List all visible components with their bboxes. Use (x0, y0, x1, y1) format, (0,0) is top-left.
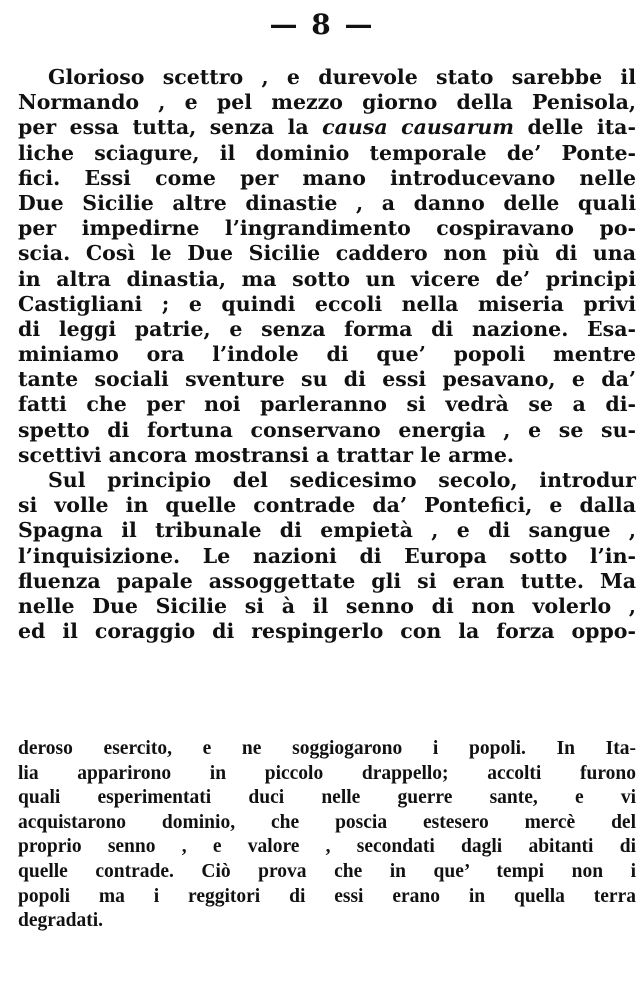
footnote-line: proprio senno , e valore , secondati dagli abitanti di (18, 836, 636, 858)
text-line: spetto di fortuna conservano energia , e se su- (18, 417, 636, 442)
text-line: Spagna il tribunale di empietà , e di sangue , (18, 518, 636, 543)
text-line-end: delle ita- (514, 115, 636, 140)
text-line-start: per essa tutta, senza la (18, 115, 309, 140)
text-line: l’inquisizione. Le nazioni di Europa sotto l’in- (18, 543, 636, 568)
text-line: ed il coraggio di respingerlo con la forza oppo- (18, 619, 636, 644)
text-line: miniamo ora l’indole di que’ popoli mentre (18, 342, 636, 367)
italic-phrase: causa causarum (322, 115, 514, 140)
text-line: di leggi patrie, e senza forma di nazione. Esa- (18, 316, 636, 341)
text-line: Castigliani ; e quindi eccoli nella miseria privi (18, 291, 636, 316)
footnote-line: lia apparirono in piccolo drappello; accolti furono (18, 762, 636, 784)
footnote-line: degradati. (18, 910, 104, 932)
footnote-line: quelle contrade. Ciò prova che in que’ tempi non i (18, 860, 636, 882)
text-line: scia. Così le Due Sicilie caddero non più di una (18, 241, 636, 266)
text-line-with-italic (18, 115, 636, 140)
text-line: in altra dinastia, ma sotto un vicere de’ principi (18, 266, 636, 291)
footnote-line: acquistarono dominio, che poscia estesero mercè del (18, 811, 636, 833)
footnote-line: deroso esercito, e ne soggiogarono i popoli. In Ita- (18, 738, 636, 759)
text-line: per impedirne l’ingrandimento cospiravano po- (18, 216, 636, 241)
text-line: nelle Due Sicilie si à il senno di non volerlo , (18, 593, 636, 618)
text-line: liche sciagure, il dominio temporale de’ Ponte- (18, 140, 636, 165)
text-line: Sul principio del sedicesimo secolo, introdur (48, 468, 636, 492)
text-line: scettivi ancora mostransi a trattar le arme. (18, 442, 515, 467)
page-number: — 8 — (269, 8, 375, 41)
text-line: Normando , e pel mezzo giorno della Penisola, (18, 90, 636, 115)
text-line: fluenza papale assoggettate gli si eran tutte. Ma (18, 568, 636, 593)
footnote-text-block (18, 737, 636, 934)
text-line: si volle in quelle contrade da’ Pontefici, e dalla (18, 493, 636, 518)
footnote-line: popoli ma i reggitori di essi erano in quella terra (18, 885, 636, 907)
text-line: Due Sicilie altre dinastie , a danno delle quali (18, 190, 636, 215)
text-line: tante sociali sventure su di essi pesavano, e da’ (18, 367, 636, 392)
text-line: Glorioso scettro , e durevole stato sarebbe il (48, 65, 636, 89)
main-text-block (18, 65, 636, 644)
footnote-line: quali esperimentati duci nelle guerre sante, e vi (18, 787, 636, 809)
text-line: fatti che per noi parleranno si vedrà se a di- (18, 392, 636, 417)
text-line: fici. Essi come per mano introducevano nelle (18, 165, 636, 190)
